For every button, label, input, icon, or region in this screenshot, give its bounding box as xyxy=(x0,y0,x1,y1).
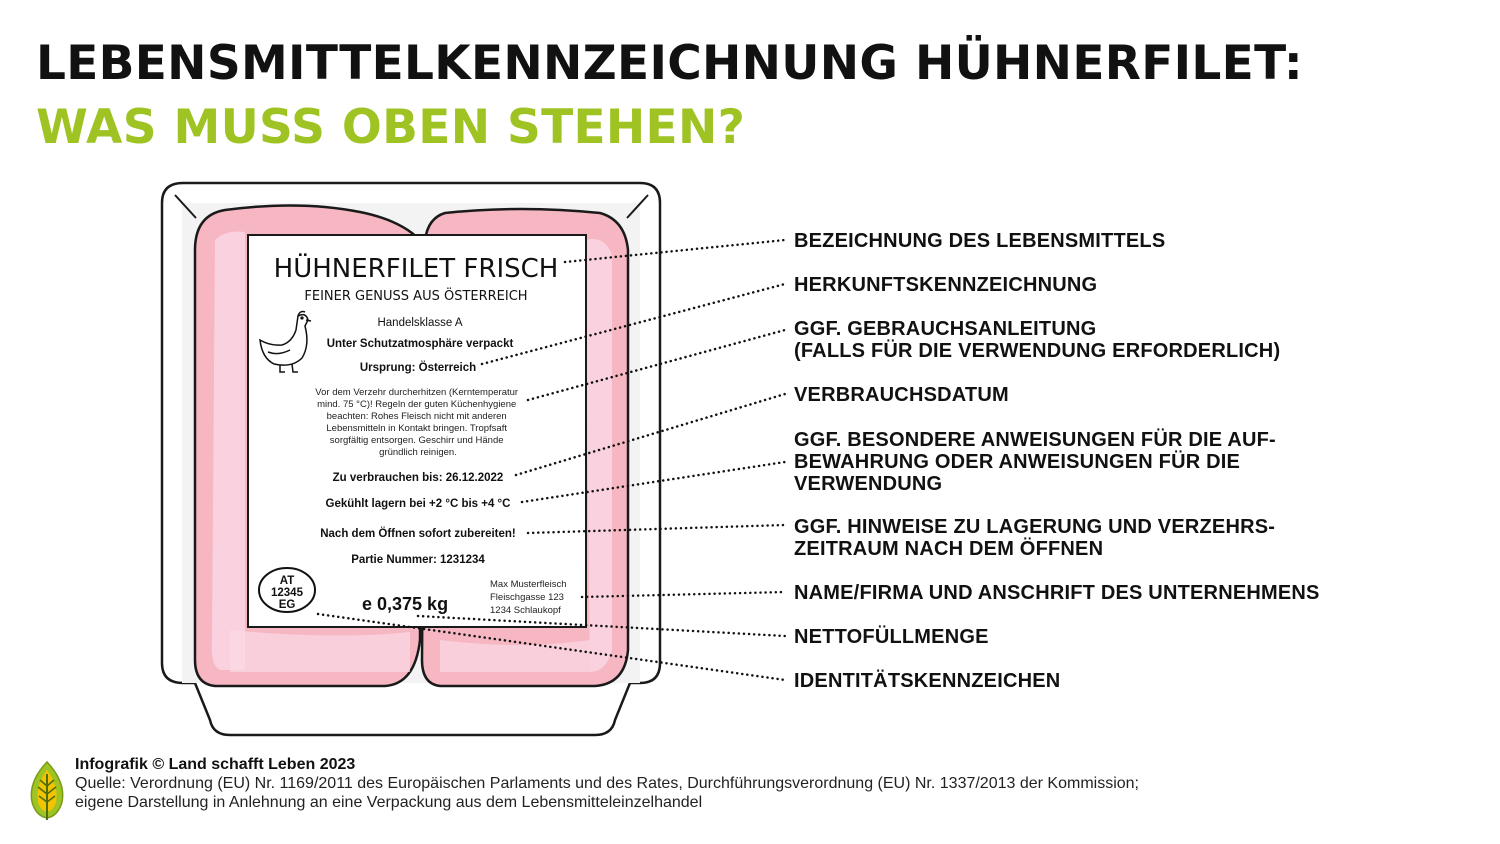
label-origin: Ursprung: Österreich xyxy=(359,362,477,374)
label-tagline: FEINER GENUSS AUS ÖSTERREICH xyxy=(304,289,528,304)
callout-line: ZEITRAUM NACH DEM ÖFFNEN xyxy=(794,538,1104,560)
leaf-logo-icon xyxy=(26,760,68,822)
label-class: Handelsklasse A xyxy=(377,317,463,329)
id-mark-line: AT xyxy=(279,575,295,587)
callout-company: NAME/FIRMA UND ANSCHRIFT DES UNTERNEHMENS xyxy=(794,582,1320,604)
label-company xyxy=(490,579,569,616)
label-batch: Partie Nummer: 1231234 xyxy=(351,554,485,566)
instruction-line: Lebensmitteln in Kontakt bringen. Tropfsaft xyxy=(326,423,507,434)
callout-after-opening xyxy=(794,516,1275,560)
callout-id-mark: IDENTITÄTSKENNZEICHEN xyxy=(794,670,1061,692)
callout-instructions xyxy=(794,318,1280,362)
callout-line: (FALLS FÜR DIE VERWENDUNG ERFORDERLICH) xyxy=(794,340,1281,362)
id-mark-line: EG xyxy=(278,599,296,611)
footer-credit: Infografik © Land schafft Leben 2023 xyxy=(75,756,356,773)
label-net-quantity: e 0,375 kg xyxy=(362,594,449,614)
callout-use-by: VERBRAUCHSDATUM xyxy=(794,384,1009,406)
instruction-line: Vor dem Verzehr durcherhitzen (Kerntemperatur xyxy=(315,387,519,398)
callout-line: VERWENDUNG xyxy=(794,473,943,495)
label-use-by: Zu verbrauchen bis: 26.12.2022 xyxy=(332,472,504,484)
footer-source-line: eigene Darstellung in Anlehnung an eine Verpackung aus dem Lebensmitteleinzelhandel xyxy=(75,794,703,811)
callout-origin: HERKUNFTSKENNZEICHNUNG xyxy=(794,274,1098,296)
instruction-line: beachten: Rohes Fleisch nicht mit anderen xyxy=(326,411,507,422)
page-title: LEBENSMITTELKENNZEICHNUNG HÜHNERFILET: xyxy=(36,36,1303,91)
label-packaging: Unter Schutzatmosphäre verpackt xyxy=(326,338,514,350)
id-mark-line: 12345 xyxy=(271,587,303,599)
callout-net-quantity: NETTOFÜLLMENGE xyxy=(794,626,989,648)
page-subtitle: WAS MUSS OBEN STEHEN? xyxy=(36,100,746,155)
label-product-name: HÜHNERFILET FRISCH xyxy=(273,254,559,284)
company-line: 1234 Schlaukopf xyxy=(490,605,561,616)
label-storage: Gekühlt lagern bei +2 °C bis +4 °C xyxy=(325,498,511,510)
callout-storage xyxy=(794,429,1276,495)
callout-food-name: BEZEICHNUNG DES LEBENSMITTELS xyxy=(794,230,1166,252)
callout-line: GGF. HINWEISE ZU LAGERUNG UND VERZEHRS- xyxy=(794,516,1276,538)
callout-line: GGF. GEBRAUCHSANLEITUNG xyxy=(794,318,1097,340)
label-after-opening: Nach dem Öffnen sofort zubereiten! xyxy=(320,528,516,540)
company-line: Max Musterfleisch xyxy=(490,579,567,590)
footer-source-line: Quelle: Verordnung (EU) Nr. 1169/2011 des Europäischen Parlaments und des Rates, Durchführungsverordnung (EU) Nr. 1337/2013 der Kommission; xyxy=(75,775,1139,792)
instruction-line: mind. 75 °C)! Regeln der guten Küchenhygiene xyxy=(317,399,517,410)
instruction-line: sorgfältig entsorgen. Geschirr und Hände xyxy=(329,435,504,446)
callout-line: BEWAHRUNG ODER ANWEISUNGEN FÜR DIE xyxy=(794,451,1241,473)
instruction-line: gründlich reinigen. xyxy=(379,447,457,458)
company-line: Fleischgasse 123 xyxy=(490,592,564,603)
callout-line: GGF. BESONDERE ANWEISUNGEN FÜR DIE AUF- xyxy=(794,429,1276,451)
